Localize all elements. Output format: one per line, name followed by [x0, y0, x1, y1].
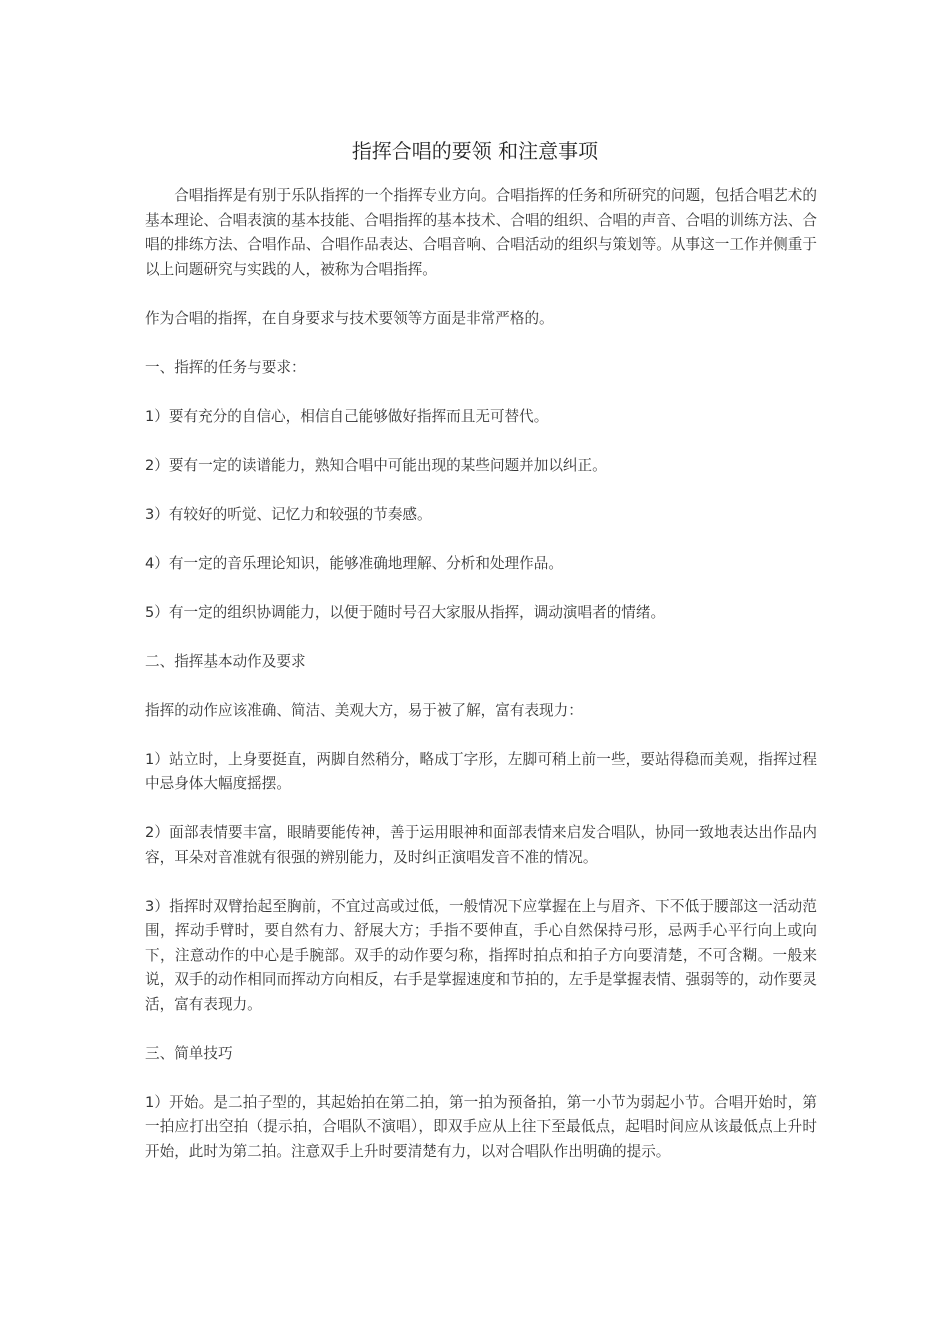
list-item: 2）要有一定的读谱能力，熟知合唱中可能出现的某些问题并加以纠正。 [145, 456, 607, 474]
list-item: 4）有一定的音乐理论知识，能够准确地理解、分析和处理作品。 [145, 554, 563, 572]
document-body [145, 184, 817, 1189]
list-item: 1）站立时，上身要挺直，两脚自然稍分，略成丁字形，左脚可稍上前一些，要站得稳而美观，指挥过程中忌身体大幅度摇摆。 [145, 750, 817, 792]
section-heading-1: 一、指挥的任务与要求： [145, 358, 306, 376]
list-item: 3）指挥时双臂抬起至胸前，不宜过高或过低，一般情况下应掌握在上与眉齐、下不低于腰部这一活动范围，挥动手臂时，要自然有力、舒展大方；手指不要伸直，手心自然保持弓形，忌两手心平行向上或向下，注意动作的中心是手腕部。双手的动作要匀称，指挥时拍点和拍子方向要清楚，不可含糊。一般来说，双手的动作相同而挥动方向相反，右手是掌握速度和节拍的，左手是掌握表情、强弱等的，动作要灵活，富有表现力。 [145, 897, 817, 1013]
list-item: 2）面部表情要丰富，眼睛要能传神，善于运用眼神和面部表情来启发合唱队，协同一致地表达出作品内容，耳朵对音准就有很强的辨别能力，及时纠正演唱发音不准的情况。 [145, 824, 817, 866]
list-item: 1）开始。是二拍子型的，其起始拍在第二拍，第一拍为预备拍，第一小节为弱起小节。合唱开始时，第一拍应打出空拍（提示拍，合唱队不演唱），即双手应从上往下至最低点，起唱时间应从该最低点上升时开始，此时为第二拍。注意双手上升时要清楚有力，以对合唱队作出明确的提示。 [145, 1093, 817, 1160]
section-heading-2: 二、指挥基本动作及要求 [145, 652, 306, 670]
body-paragraph: 指挥的动作应该准确、简洁、美观大方，易于被了解，富有表现力： [145, 701, 583, 719]
list-item: 5）有一定的组织协调能力，以便于随时号召大家服从指挥，调动演唱者的情绪。 [145, 603, 666, 621]
list-item: 3）有较好的听觉、记忆力和较强的节奏感。 [145, 505, 432, 523]
body-paragraph: 作为合唱的指挥，在自身要求与技术要领等方面是非常严格的。 [145, 309, 554, 327]
section-heading-3: 三、简单技巧 [145, 1044, 233, 1062]
intro-paragraph: 合唱指挥是有别于乐队指挥的一个指挥专业方向。合唱指挥的任务和所研究的问题，包括合唱艺术的基本理论、合唱表演的基本技能、合唱指挥的基本技术、合唱的组织、合唱的声音、合唱的训练方法、合唱的排练方法、合唱作品、合唱作品表达、合唱音响、合唱活动的组织与策划等。从事这一工作并侧重于以上问题研究与实践的人，被称为合唱指挥。 [145, 187, 817, 278]
list-item: 1）要有充分的自信心，相信自己能够做好指挥而且无可替代。 [145, 407, 549, 425]
document-title: 指挥合唱的要领 和注意事项 [351, 139, 599, 163]
